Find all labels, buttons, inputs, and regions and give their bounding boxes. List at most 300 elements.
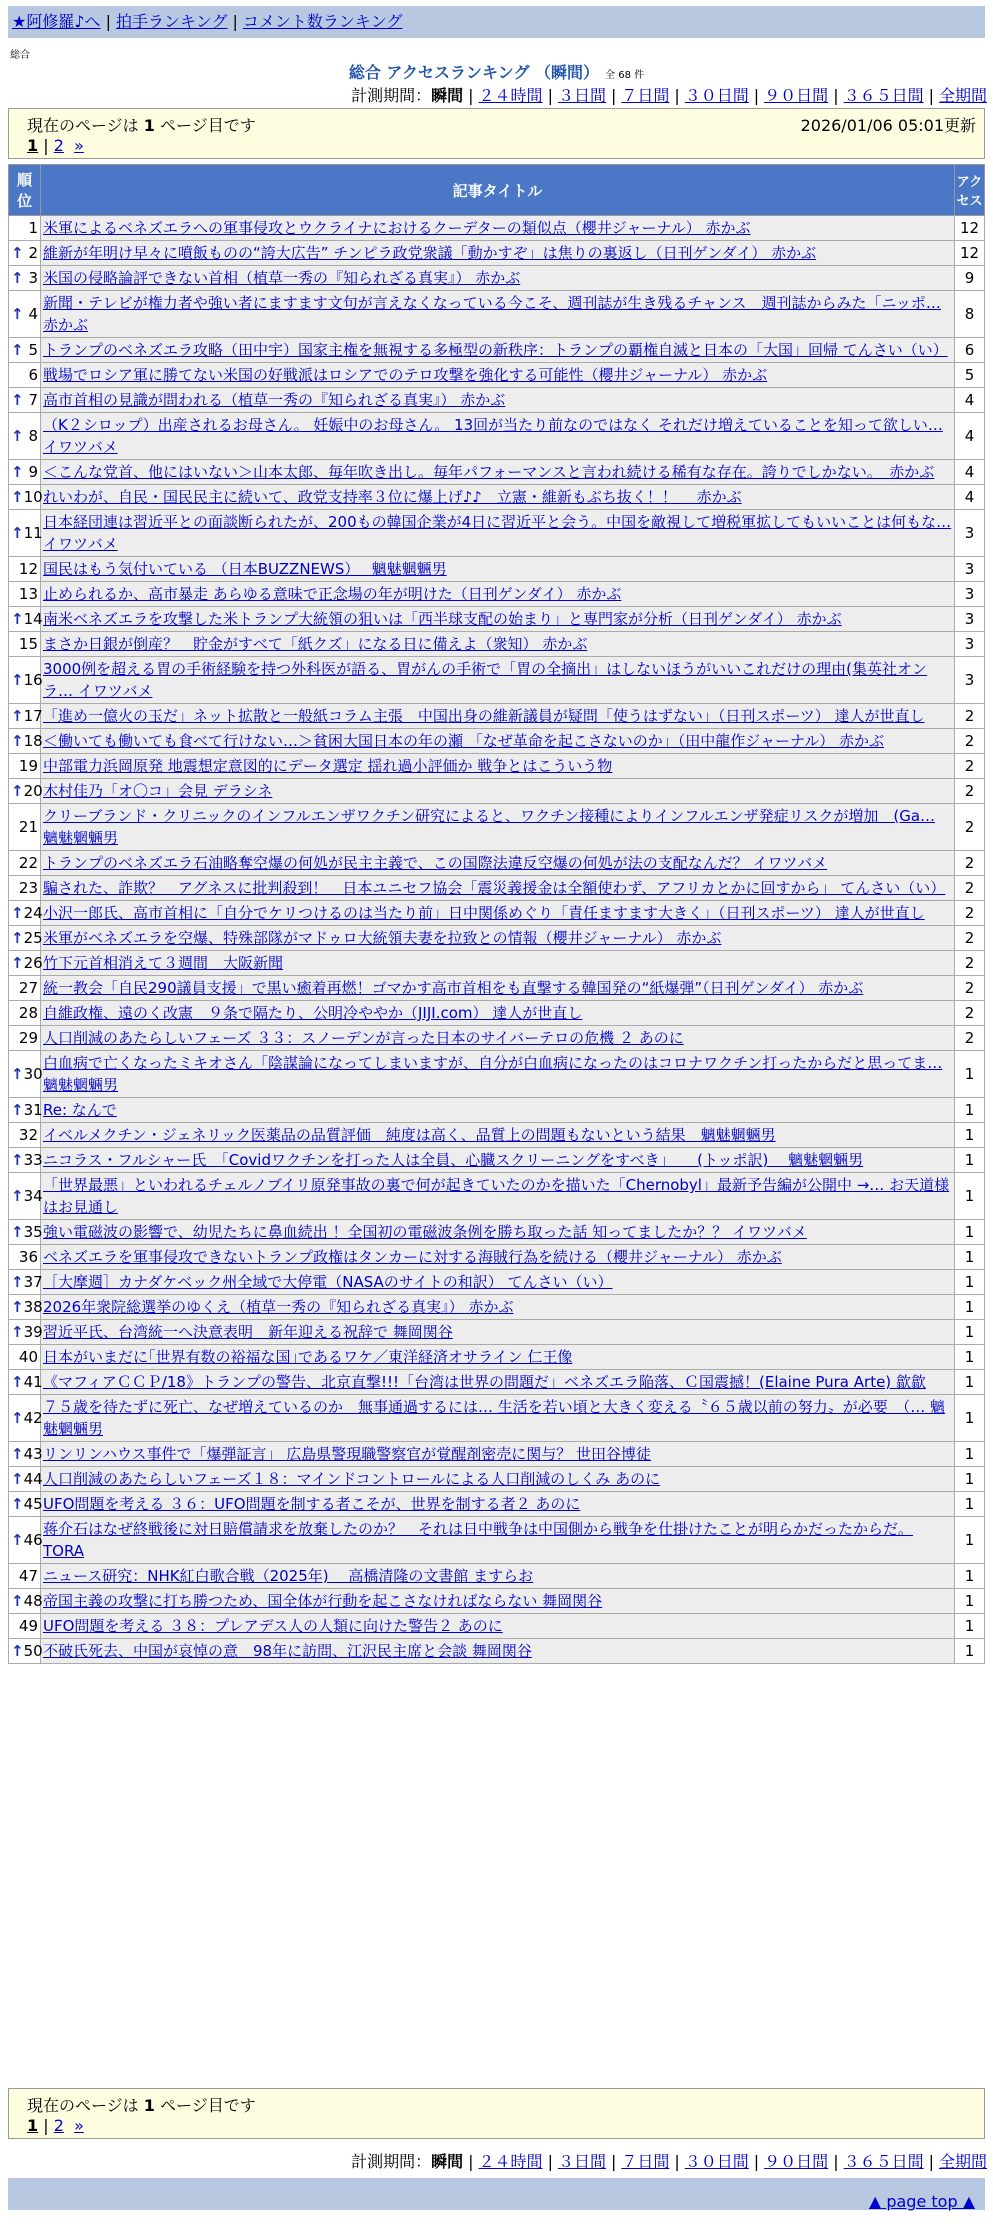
period-link[interactable]: ２４時間 xyxy=(478,2152,543,2171)
rank-number: 35 xyxy=(23,1223,43,1241)
period-link[interactable]: ３６５日間 xyxy=(843,2152,924,2171)
rank-cell xyxy=(9,266,41,291)
period-separator: | xyxy=(468,2152,474,2171)
title-cell xyxy=(41,632,955,657)
title-cell xyxy=(41,876,955,901)
rank-cell xyxy=(9,851,41,876)
access-count: 3 xyxy=(955,657,985,704)
title-cell xyxy=(41,388,955,413)
period-link[interactable]: ７日間 xyxy=(621,86,670,105)
table-row xyxy=(9,704,985,729)
rank-cell xyxy=(9,338,41,363)
rank-cell xyxy=(9,1467,41,1492)
rank-number: 18 xyxy=(23,732,43,750)
applause-ranking-link[interactable]: 拍手ランキング xyxy=(115,12,228,31)
access-count: 1 xyxy=(955,1395,985,1442)
current-page: 1 xyxy=(27,2116,39,2135)
article-link[interactable]: （K２シロップ）出産されるお母さん。 妊娠中のお母さん。 13回が当たり前なのではなく それだけ増えていることを知って欲しい… イワツバメ xyxy=(43,416,943,456)
rank-number: 30 xyxy=(23,1065,43,1083)
top-nav-bar xyxy=(8,6,985,38)
period-separator: | xyxy=(610,2152,617,2171)
article-link[interactable]: ［大摩週］カナダケベック州全域で大停電（NASAのサイトの和訳） てんさい（い） xyxy=(43,1273,613,1291)
arrow-up-icon: ↑ xyxy=(11,1642,24,1660)
title-cell xyxy=(41,729,955,754)
period-link[interactable]: ３０日間 xyxy=(684,86,749,105)
title-cell xyxy=(41,557,955,582)
period-current: 瞬間 xyxy=(431,2152,464,2171)
article-link[interactable]: 南米ベネズエラを攻撃した米トランプ大統領の狙いは「西半球支配の始まり」と専門家が分析（日刊ゲンダイ） 赤かぶ xyxy=(43,610,842,628)
period-link[interactable]: ９０日間 xyxy=(764,2152,829,2171)
category-label: 総合 xyxy=(10,50,30,61)
arrow-up-icon: ↑ xyxy=(11,732,24,750)
rank-cell xyxy=(9,804,41,851)
table-row xyxy=(9,1370,985,1395)
access-count: 3 xyxy=(955,607,985,632)
article-link[interactable]: 不破氏死去、中国が哀悼の意 98年に訪問、江沢民主席と会談 舞岡関谷 xyxy=(43,1642,532,1660)
ranking-heading xyxy=(0,60,993,83)
article-link[interactable]: 米軍によるベネズエラへの軍事侵攻とウクライナにおけるクーデターの類似点（櫻井ジャーナル） 赤かぶ xyxy=(43,219,751,237)
rank-cell xyxy=(9,1245,41,1270)
comment-ranking-link[interactable]: コメント数ランキング xyxy=(242,12,403,31)
title-cell xyxy=(41,1001,955,1026)
ranking-table xyxy=(8,164,985,1664)
rank-cell xyxy=(9,485,41,510)
rank-number: 37 xyxy=(23,1273,43,1291)
rank-number: 19 xyxy=(18,757,38,775)
rank-number: 5 xyxy=(28,341,38,359)
article-link[interactable]: 白血病で亡くなったミキオさん「陰謀論になってしまいますが、自分が白血病になったのはコロナワクチン打ったからだと思ってま… 魑魅魍魎男 xyxy=(43,1054,943,1094)
title-cell xyxy=(41,216,955,241)
rank-number: 39 xyxy=(23,1323,43,1341)
rank-cell xyxy=(9,1220,41,1245)
arrow-up-icon: ↑ xyxy=(11,1409,24,1427)
title-cell xyxy=(41,779,955,804)
title-cell xyxy=(41,1123,955,1148)
article-link[interactable]: イベルメクチン・ジェネリック医薬品の品質評価 純度は高く、品質上の問題もないという結果 魑魅魍魎男 xyxy=(43,1126,776,1144)
title-cell xyxy=(41,1245,955,1270)
access-count: 1 xyxy=(955,1492,985,1517)
rank-number: 40 xyxy=(18,1348,38,1366)
arrow-up-icon: ↑ xyxy=(11,305,24,323)
article-link[interactable]: ニュース研究：NHK紅白歌合戦（2025年) 高橋清隆の文書館 ますらお xyxy=(43,1567,534,1585)
access-count: 1 xyxy=(955,1245,985,1270)
access-count: 2 xyxy=(955,729,985,754)
rank-cell xyxy=(9,976,41,1001)
title-cell xyxy=(41,413,955,460)
article-link[interactable]: れいわが、自民・国民民主に続いて、政党支持率３位に爆上げ♪♪ 立憲・維新もぶち抜く！！ 赤かぶ xyxy=(43,488,742,506)
access-count: 1 xyxy=(955,1148,985,1173)
title-cell xyxy=(41,1173,955,1220)
next-page-link[interactable]: » xyxy=(74,136,84,155)
arrow-up-icon: ↑ xyxy=(11,341,24,359)
title-cell xyxy=(41,1564,955,1589)
table-row xyxy=(9,1614,985,1639)
rank-cell xyxy=(9,729,41,754)
updated-time: 2026/01/06 05:01更新 xyxy=(800,116,976,135)
rank-number: 15 xyxy=(18,635,38,653)
rank-cell xyxy=(9,241,41,266)
rank-column-header: 順位 xyxy=(9,165,41,216)
home-link[interactable]: ★阿修羅♪へ xyxy=(12,12,101,31)
period-separator: | xyxy=(928,2152,934,2171)
article-link[interactable]: 3000例を超える胃の手術経験を持つ外科医が語る、胃がんの手術で「胃の全摘出」はしないほうがいいこれだけの理由(集英社オンラ… イワツバメ xyxy=(43,660,928,700)
title-cell xyxy=(41,951,955,976)
period-label: 計測期間： xyxy=(351,2152,432,2171)
access-count: 9 xyxy=(955,266,985,291)
article-link[interactable]: 「世界最悪」といわれるチェルノブイリ原発事故の裏で何が起きていたのかを描いた「Chernobyl」最新予告編が公開中 →… お天道様はお見通し xyxy=(43,1176,950,1216)
title-cell xyxy=(41,1320,955,1345)
period-separator: | xyxy=(753,86,760,105)
rank-number: 38 xyxy=(23,1298,43,1316)
article-link[interactable]: 統一教会「自民290議員支援」で黒い癒着再燃！ゴマかす高市首相をも直撃する韓国発の“紙爆弾”（日刊ゲンダイ） 赤かぶ xyxy=(43,979,864,997)
table-row xyxy=(9,804,985,851)
title-cell xyxy=(41,1295,955,1320)
article-link[interactable]: 自維政権、遠のく改憲 ９条で隔たり、公明冷ややか（JIJI.com） 達人が世直し xyxy=(43,1004,583,1022)
period-link[interactable]: 全期間 xyxy=(938,2152,987,2171)
title-cell xyxy=(41,804,955,851)
article-link[interactable]: リンリンハウス事件で「爆弾証言」 広島県警現職警察官が覚醒剤密売に関与？ 世田谷博徒 xyxy=(43,1445,652,1463)
rank-cell xyxy=(9,216,41,241)
access-count: 2 xyxy=(955,1001,985,1026)
article-link[interactable]: UFO問題を考える ３８：プレアデス人の人類に向けた警告２ あのに xyxy=(43,1617,503,1635)
rank-number: 34 xyxy=(23,1187,43,1205)
access-count: 3 xyxy=(955,632,985,657)
access-count: 4 xyxy=(955,460,985,485)
access-count: 2 xyxy=(955,976,985,1001)
period-selector-bottom xyxy=(351,2149,987,2172)
table-row xyxy=(9,1442,985,1467)
rank-cell xyxy=(9,413,41,460)
article-link[interactable]: 「進め一億火の玉だ」ネット拡散と一般紙コラム主張 中国出身の維新議員が疑問「使うはずない」（日刊スポーツ） 達人が世直し xyxy=(43,707,925,725)
rank-cell xyxy=(9,363,41,388)
period-link[interactable]: ７日間 xyxy=(621,2152,670,2171)
article-link[interactable]: トランプのベネズエラ攻略（田中宇）国家主権を無視する多極型の新秩序：トランプの覇権自滅と日本の「大国」回帰 てんさい（い） xyxy=(43,341,948,359)
page-2-link[interactable]: 2 xyxy=(53,2116,64,2135)
arrow-up-icon: ↑ xyxy=(11,269,24,287)
access-count: 1 xyxy=(955,1220,985,1245)
table-row xyxy=(9,632,985,657)
article-link[interactable]: 人口削減のあたらしいフェーズ１８：マインドコントロールによる人口削減のしくみ あのに xyxy=(43,1470,661,1488)
title-cell xyxy=(41,241,955,266)
article-link[interactable]: 止められるか、高市暴走 あらゆる意味で正念場の年が明けた（日刊ゲンダイ） 赤かぶ xyxy=(43,585,622,603)
table-row xyxy=(9,1517,985,1564)
period-separator: | xyxy=(674,86,680,105)
title-cell xyxy=(41,1589,955,1614)
rank-cell xyxy=(9,1492,41,1517)
arrow-up-icon: ↑ xyxy=(11,1223,24,1241)
article-link[interactable]: 国民はもう気付いている （日本BUZZNEWS） 魑魅魍魎男 xyxy=(43,560,447,578)
rank-cell xyxy=(9,951,41,976)
rank-number: 11 xyxy=(23,524,43,542)
arrow-up-icon: ↑ xyxy=(11,1065,24,1083)
table-row xyxy=(9,216,985,241)
table-row xyxy=(9,1173,985,1220)
access-count: 1 xyxy=(955,1517,985,1564)
table-row xyxy=(9,1564,985,1589)
period-link[interactable]: ３日間 xyxy=(557,2152,606,2171)
access-count: 1 xyxy=(955,1589,985,1614)
page-info-text: 現在のページは 1 ページ目です xyxy=(27,116,256,135)
access-count: 1 xyxy=(955,1614,985,1639)
table-row xyxy=(9,1395,985,1442)
table-row xyxy=(9,1492,985,1517)
rank-cell xyxy=(9,1148,41,1173)
table-row xyxy=(9,779,985,804)
rank-cell xyxy=(9,657,41,704)
rank-cell xyxy=(9,1123,41,1148)
table-row xyxy=(9,754,985,779)
arrow-up-icon: ↑ xyxy=(11,1187,24,1205)
rank-number: 21 xyxy=(18,818,38,836)
article-link[interactable]: 2026年衆院総選挙のゆくえ（植草一秀の『知られざる真実』） 赤かぶ xyxy=(43,1298,514,1316)
article-link[interactable]: 強い電磁波の影響で、幼児たちに鼻血続出 ！全国初の電磁波条例を勝ち取った話 知ってましたか？？ イワツバメ xyxy=(43,1223,807,1241)
article-link[interactable]: Re: なんで xyxy=(43,1101,117,1119)
article-link[interactable]: ニコラス・フルシャー氏 「Covidワクチンを打った人は全員、心臓スクリーニングをすべき」 (トッポ訳) 魑魅魍魎男 xyxy=(43,1151,864,1169)
title-cell xyxy=(41,704,955,729)
article-link[interactable]: 新聞・テレビが権力者や強い者にますます文句が言えなくなっている今こそ、週刊誌が生き残るチャンス 週刊誌からみた「ニッポ… 赤かぶ xyxy=(43,294,941,334)
article-link[interactable]: 習近平氏、台湾統一へ決意表明 新年迎える祝辞で 舞岡関谷 xyxy=(43,1323,453,1341)
title-column-header: 記事タイトル xyxy=(41,165,955,216)
rank-cell xyxy=(9,1345,41,1370)
access-count: 2 xyxy=(955,851,985,876)
article-link[interactable]: 帝国主義の攻撃に打ち勝つため、国全体が行動を起こさなければならない 舞岡関谷 xyxy=(43,1592,603,1610)
title-cell xyxy=(41,460,955,485)
title-cell xyxy=(41,1220,955,1245)
access-count: 3 xyxy=(955,582,985,607)
period-link[interactable]: ３０日間 xyxy=(684,2152,749,2171)
access-count: 1 xyxy=(955,1442,985,1467)
rank-number: 36 xyxy=(18,1248,38,1266)
period-current: 瞬間 xyxy=(431,86,464,105)
title-cell xyxy=(41,754,955,779)
table-row xyxy=(9,582,985,607)
access-count: 4 xyxy=(955,388,985,413)
rank-number: 49 xyxy=(18,1617,38,1635)
arrow-up-icon: ↑ xyxy=(11,1470,24,1488)
period-link[interactable]: ２４時間 xyxy=(478,86,543,105)
title-cell xyxy=(41,1442,955,1467)
access-count: 1 xyxy=(955,1320,985,1345)
rank-cell xyxy=(9,876,41,901)
rank-cell xyxy=(9,582,41,607)
access-count: 2 xyxy=(955,804,985,851)
arrow-up-icon: ↑ xyxy=(11,1151,24,1169)
rank-number: 22 xyxy=(18,854,38,872)
table-row xyxy=(9,1148,985,1173)
table-row xyxy=(9,485,985,510)
article-link[interactable]: 《マフィアＣＣＰ/18》トランプの警告、北京直撃!!!「台湾は世界の問題だ」ベネズエラ陥落、Ｃ国震撼！(Elaine Pura Arte) 歙歙 xyxy=(43,1373,926,1391)
table-row xyxy=(9,876,985,901)
arrow-up-icon: ↑ xyxy=(11,1273,24,1291)
period-separator: | xyxy=(547,86,553,105)
arrow-up-icon: ↑ xyxy=(11,1592,24,1610)
article-link[interactable]: 竹下元首相消えて３週間 大阪新聞 xyxy=(43,954,284,972)
period-link[interactable]: ９０日間 xyxy=(764,86,829,105)
article-link[interactable]: 米軍がベネズエラを空爆、特殊部隊がマドゥロ大統領夫妻を拉致との情報（櫻井ジャーナル） 赤かぶ xyxy=(43,929,722,947)
article-link[interactable]: ＜働いても働いても食べて行けない…＞貧困大国日本の年の瀬 「なぜ革命を起こさないのか」（田中龍作ジャーナル） 赤かぶ xyxy=(43,732,884,750)
title-cell xyxy=(41,901,955,926)
article-link[interactable]: 高市首相の見識が問われる（植草一秀の『知られざる真実』） 赤かぶ xyxy=(43,391,506,409)
rank-number: 17 xyxy=(23,707,43,725)
arrow-up-icon: ↑ xyxy=(11,782,24,800)
rank-cell xyxy=(9,1051,41,1098)
arrow-up-icon: ↑ xyxy=(11,1373,24,1391)
table-row xyxy=(9,1220,985,1245)
title-cell xyxy=(41,363,955,388)
table-row xyxy=(9,266,985,291)
page-2-link[interactable]: 2 xyxy=(53,136,64,155)
article-link[interactable]: ７５歳を待たずに死亡、なぜ増えているのか 無事通過するには… 生活を若い頃と大きく変える〝６５歳以前の努力〟が必要 （… 魑魅魍魎男 xyxy=(43,1398,946,1438)
rank-number: 24 xyxy=(23,904,43,922)
pager: 1 | 2 » xyxy=(27,2116,84,2135)
rank-cell xyxy=(9,1442,41,1467)
title-cell xyxy=(41,1270,955,1295)
article-link[interactable]: ＜こんな党首、他にはいない＞山本太郎、毎年吹き出し。毎年パフォーマンスと言われ続ける稀有な存在。誇りでしかない。 赤かぶ xyxy=(43,463,935,481)
article-link[interactable]: 人口削減のあたらしいフェーズ ３３：スノーデンが言った日本のサイバーテロの危機 ２ あのに xyxy=(43,1029,684,1047)
article-link[interactable]: 日本がいまだに｢世界有数の裕福な国｣であるワケ／東洋経済オサライン 仁王像 xyxy=(43,1348,573,1366)
rank-number: 42 xyxy=(23,1409,43,1427)
table-row xyxy=(9,291,985,338)
title-cell xyxy=(41,582,955,607)
rank-number: 2 xyxy=(28,244,38,262)
article-link[interactable]: UFO問題を考える ３６：UFO問題を制する者こそが、世界を制する者２ あのに xyxy=(43,1495,581,1513)
period-link[interactable]: ３６５日間 xyxy=(843,86,924,105)
rank-cell xyxy=(9,1001,41,1026)
article-link[interactable]: 米国の侵略論評できない首相（植草一秀の『知られざる真実』） 赤かぶ xyxy=(43,269,521,287)
access-count: 2 xyxy=(955,704,985,729)
table-row xyxy=(9,951,985,976)
access-column-header: アクセス xyxy=(955,165,985,216)
nav-separator: | xyxy=(105,12,111,31)
rank-number: 6 xyxy=(28,366,38,384)
arrow-up-icon: ↑ xyxy=(11,1531,24,1549)
access-count: 2 xyxy=(955,876,985,901)
table-row xyxy=(9,926,985,951)
arrow-up-icon: ↑ xyxy=(11,929,24,947)
article-link[interactable]: 中部電力浜岡原発 地震想定意図的にデータ選定 揺れ過小評価か 戦争とはこういう物 xyxy=(43,757,613,775)
title-cell xyxy=(41,976,955,1001)
table-row xyxy=(9,1245,985,1270)
arrow-up-icon: ↑ xyxy=(11,427,24,445)
arrow-up-icon: ↑ xyxy=(11,1101,24,1119)
rank-number: 23 xyxy=(18,879,38,897)
table-row xyxy=(9,1270,985,1295)
access-count: 2 xyxy=(955,779,985,804)
article-link[interactable]: トランプのベネズエラ石油略奪空爆の何処が民主主義で、この国際法違反空爆の何処が法の支配なんだ？ イワツバメ xyxy=(43,854,828,872)
rank-number: 45 xyxy=(23,1495,43,1513)
rank-number: 50 xyxy=(23,1642,43,1660)
rank-number: 41 xyxy=(23,1373,43,1391)
rank-cell xyxy=(9,1173,41,1220)
access-count: 1 xyxy=(955,1639,985,1664)
arrow-up-icon: ↑ xyxy=(11,954,24,972)
period-link[interactable]: ３日間 xyxy=(557,86,606,105)
rank-cell xyxy=(9,388,41,413)
period-separator: | xyxy=(833,86,839,105)
article-link[interactable]: クリーブランド・クリニックのインフルエンザワクチン研究によると、ワクチン接種によりインフルエンザ発症リスクが増加 (Ga… 魑魅魍魎男 xyxy=(43,807,936,847)
table-row xyxy=(9,657,985,704)
title-cell xyxy=(41,1051,955,1098)
access-count: 1 xyxy=(955,1098,985,1123)
rank-cell xyxy=(9,291,41,338)
access-count: 1 xyxy=(955,1051,985,1098)
arrow-up-icon: ↑ xyxy=(11,1323,24,1341)
title-cell xyxy=(41,1370,955,1395)
title-cell xyxy=(41,1517,955,1564)
page-info-text: 現在のページは 1 ページ目です xyxy=(27,2096,256,2115)
page-top-link[interactable]: ▲ page top ▲ xyxy=(868,2192,975,2211)
article-link[interactable]: 維新が年明け早々に噴飯ものの“誇大広告” チンピラ政党衆議「動かすぞ」は焦りの裏返し（日刊ゲンダイ） 赤かぶ xyxy=(43,244,817,262)
arrow-up-icon: ↑ xyxy=(11,707,24,725)
rank-cell xyxy=(9,1614,41,1639)
title-cell xyxy=(41,266,955,291)
period-separator: | xyxy=(674,2152,680,2171)
next-page-link[interactable]: » xyxy=(74,2116,84,2135)
article-link[interactable]: 木村佳乃「オ〇コ」会見 デラシネ xyxy=(43,782,273,800)
rank-number: 14 xyxy=(23,610,43,628)
rank-cell xyxy=(9,1270,41,1295)
rank-number: 10 xyxy=(23,488,43,506)
table-row xyxy=(9,1026,985,1051)
table-row xyxy=(9,851,985,876)
title-cell xyxy=(41,1098,955,1123)
arrow-up-icon: ↑ xyxy=(11,391,24,409)
arrow-up-icon: ↑ xyxy=(11,463,24,481)
title-cell xyxy=(41,338,955,363)
rank-cell xyxy=(9,1395,41,1442)
title-cell xyxy=(41,851,955,876)
article-link[interactable]: 戦場でロシア軍に勝てない米国の好戦派はロシアでのテロ攻撃を強化する可能性（櫻井ジャーナル） 赤かぶ xyxy=(43,366,768,384)
table-row xyxy=(9,976,985,1001)
table-row xyxy=(9,729,985,754)
article-link[interactable]: ベネズエラを軍事侵攻できないトランプ政権はタンカーに対する海賊行為を続ける（櫻井ジャーナル） 赤かぶ xyxy=(43,1248,782,1266)
access-count: 2 xyxy=(955,926,985,951)
table-row xyxy=(9,607,985,632)
title-cell xyxy=(41,1345,955,1370)
rank-number: 3 xyxy=(28,269,38,287)
title-cell xyxy=(41,1492,955,1517)
period-separator: | xyxy=(833,2152,839,2171)
rank-number: 29 xyxy=(18,1029,38,1047)
period-link[interactable]: 全期間 xyxy=(938,86,987,105)
article-link[interactable]: 騙された、詐欺？ アグネスに批判殺到！ 日本ユニセフ協会「震災義援金は全額使わず、アフリカとかに回すから」 てんさい（い） xyxy=(43,879,946,897)
article-link[interactable]: 小沢一郎氏、高市首相に「自分でケリつけるのは当たり前」日中関係めぐり「責任ますます大きく」（日刊スポーツ） 達人が世直し xyxy=(43,904,925,922)
rank-number: 9 xyxy=(28,463,38,481)
table-row xyxy=(9,1051,985,1098)
rank-number: 13 xyxy=(18,585,38,603)
article-link[interactable]: まさか日銀が倒産？ 貯金がすべて「紙クズ」になる日に備えよ（衆知） 赤かぶ xyxy=(43,635,588,653)
rank-cell xyxy=(9,1589,41,1614)
bottom-bar xyxy=(8,2178,985,2210)
period-separator: | xyxy=(753,2152,760,2171)
access-count: 2 xyxy=(955,1026,985,1051)
access-count: 2 xyxy=(955,901,985,926)
access-count: 1 xyxy=(955,1370,985,1395)
rank-cell xyxy=(9,1564,41,1589)
table-row xyxy=(9,1123,985,1148)
access-count: 1 xyxy=(955,1270,985,1295)
article-link[interactable]: 日本経団連は習近平との面談断られたが、200もの韓国企業が4日に習近平と会う。中国を敵視して増税軍拡してもいいことは何もな… イワツバメ xyxy=(43,513,952,553)
rank-number: 48 xyxy=(23,1592,43,1610)
arrow-up-icon: ↑ xyxy=(11,488,24,506)
arrow-up-icon: ↑ xyxy=(11,671,24,689)
page-info-bottom xyxy=(8,2088,985,2139)
access-count: 12 xyxy=(955,216,985,241)
current-page: 1 xyxy=(27,136,39,155)
article-link[interactable]: 蒋介石はなぜ終戦後に対日賠償請求を放棄したのか？ それは日中戦争は中国側から戦争を仕掛けたことが明らかだったからだ。 TORA xyxy=(43,1520,914,1560)
table-row xyxy=(9,460,985,485)
access-count: 2 xyxy=(955,754,985,779)
